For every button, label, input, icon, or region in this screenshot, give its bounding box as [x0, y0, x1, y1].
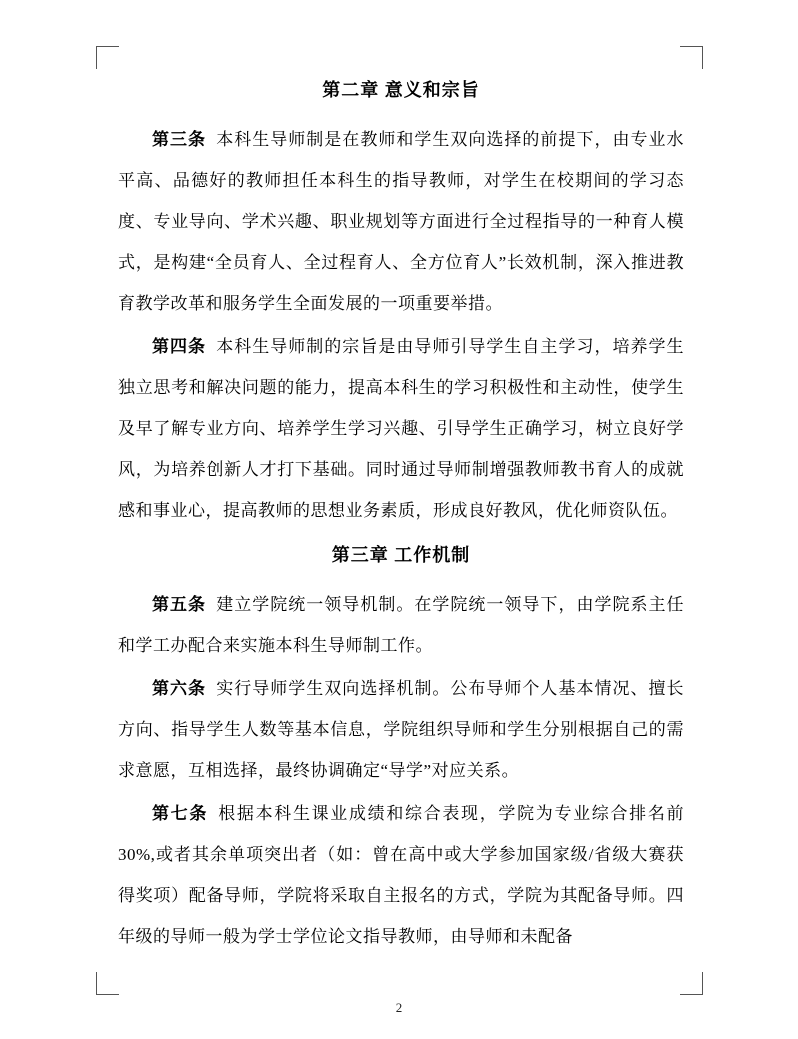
- section-heading-chapter-3: 第三章 工作机制: [331, 544, 471, 565]
- article-7-text: 根据本科生课业成绩和综合表现，学院为专业综合排名前 30%,或者其余单项突出者（如：曾在高中或大学参加国家级/省级大赛获得奖项）配备导师，学院将采取自主报名的方式，学院为其配备导师。四年级的导师一般为学士学位论文指导教师，由导师和未配备: [118, 803, 685, 946]
- article-6-paragraph: [118, 668, 684, 791]
- article-5-text: 建立学院统一领导机制。在学院统一领导下，由学院系主任和学工办配合来实施本科生导师制工作。: [118, 594, 685, 655]
- article-5-label: 第五条: [152, 594, 207, 614]
- article-6-text: 实行导师学生双向选择机制。公布导师个人基本情况、擅长方向、指导学生人数等基本信息，学院组织导师和学生分别根据自己的需求意愿，互相选择，最终协调确定“导学”对应关系。: [118, 678, 685, 780]
- crop-mark-bottom-right: [680, 972, 703, 995]
- section-heading-chapter-2: 第二章 意义和宗旨: [322, 80, 480, 100]
- crop-mark-top-left: [96, 46, 119, 69]
- article-3-paragraph: [118, 119, 684, 324]
- article-7-label: 第七条: [152, 803, 209, 823]
- article-3-label: 第三条: [152, 129, 207, 149]
- article-3-text: 本科生导师制是在教师和学生双向选择的前提下，由专业水平高、品德好的教师担任本科生的指导教师，对学生在校期间的学习态度、专业导向、学术兴趣、职业规划等方面进行全过程指导的一种育人模式，是构建“全员育人、全过程育人、全方位育人”长效机制，深入推进教育教学改革和服务学生全面发展的一项重要举措。: [118, 129, 685, 313]
- article-5-paragraph: [118, 584, 684, 666]
- article-4-text: 本科生导师制的宗旨是由导师引导学生自主学习，培养学生独立思考和解决问题的能力，提高本科生的学习积极性和主动性，使学生及早了解专业方向、培养学生学习兴趣、引导学生正确学习，树立良好学风，为培养创新人才打下基础。同时通过导师制增强教师教书育人的成就感和事业心，提高教师的思想业务素质，形成良好教风，优化师资队伍。: [118, 336, 685, 520]
- article-6-label: 第六条: [152, 678, 207, 698]
- document-body: [118, 66, 684, 959]
- page-number: 2: [395, 1000, 403, 1015]
- article-7-paragraph: [118, 793, 684, 957]
- article-4-paragraph: [118, 326, 684, 531]
- article-4-label: 第四条: [152, 336, 207, 356]
- crop-mark-bottom-left: [96, 972, 119, 995]
